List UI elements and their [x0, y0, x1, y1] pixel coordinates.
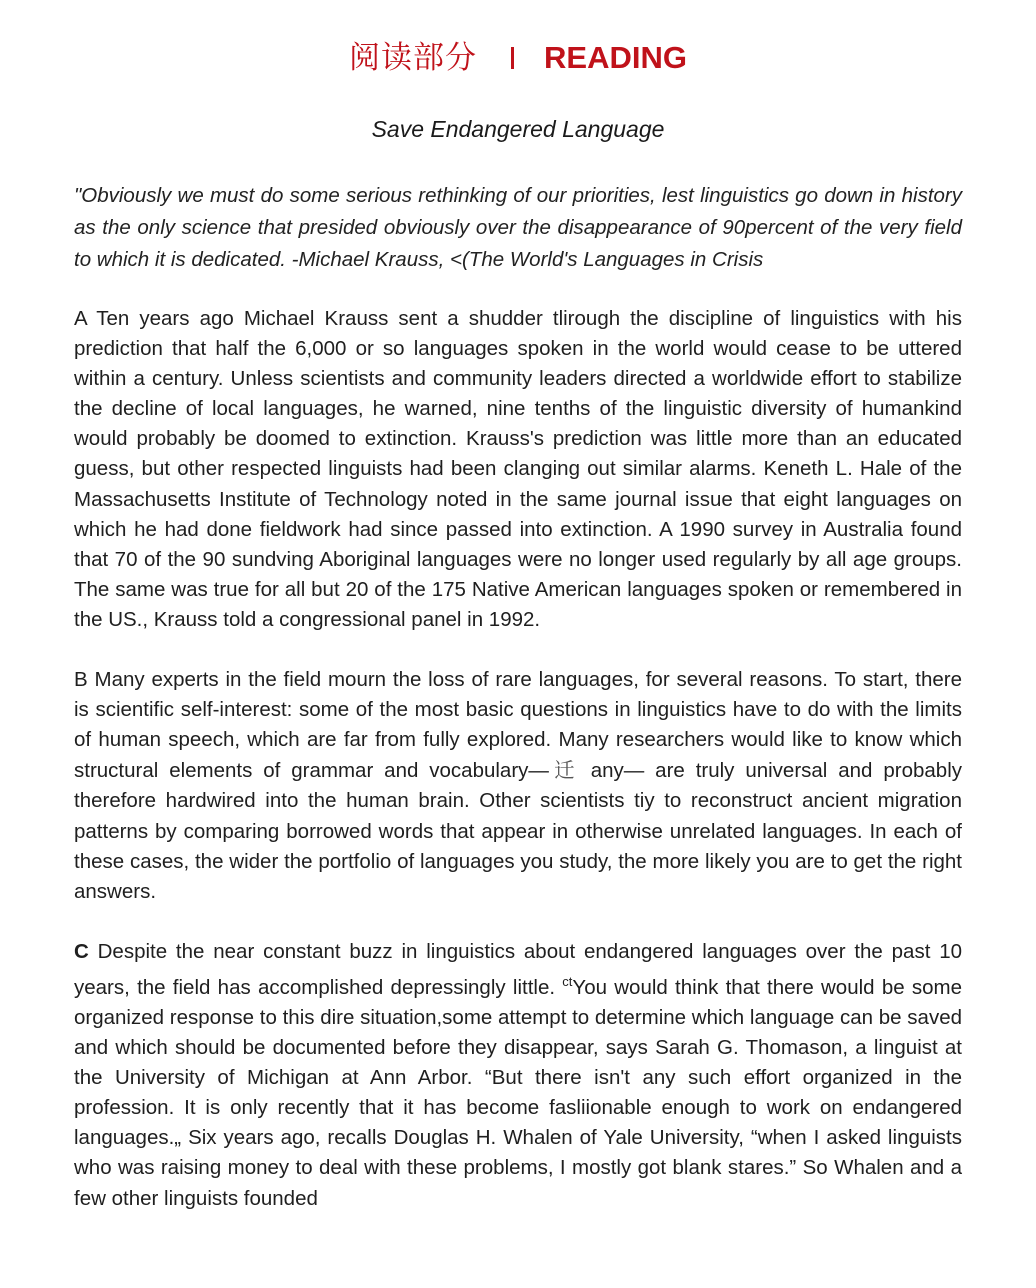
section-header: [0, 36, 1036, 80]
paragraph-a: [74, 304, 962, 635]
english-section-title: READING: [544, 40, 687, 75]
paragraph-c: [74, 937, 962, 1214]
paragraph-text: Ten years ago Michael Krauss sent a shudder tlirough the discipline of linguistics with his prediction that half the 6,000 or so languages spoken in the world would cease to be uttered within a century. Unless scientists and community leaders directed a worldwide effort to stabilize the decline of local languages, he warned, nine tenths of the linguistic diversity of humankind would probably be doomed to extinction. Krauss's prediction was little more than an educated guess, but other respected linguists had been clanging out similar alarms. Keneth L. Hale of the Massachusetts Institute of Technology noted in the same journal issue that eight languages on which he had done fieldwork had since passed into extinction. A 1990 survey in Australia found that 70 of the 90 sundving Aboriginal languages were no longer used regularly by all age groups. The same was true for all but 20 of the 175 Native American languages spoken or remembered in the US., Krauss told a congressional panel in 1992.: [74, 307, 962, 631]
superscript-artifact: ct: [562, 973, 573, 989]
epigraph-quote: "Obviously we must do some serious rethinking of our priorities, lest linguistics go down in history as the only science that presided obviously over the disappearance of 90percent of the very field to which it is dedicated. -Michael Krauss, <(The World's Languages in Crisis: [74, 184, 962, 271]
article-title: Save Endangered Language: [371, 116, 665, 142]
paragraph-text: Many experts in the field mourn the loss of rare languages, for several reasons. To start, there is scientific self-interest: some of the most basic questions in linguistics have to do with the limits of human speech, which are far from fully explored. Many researchers would like to know which structural elements of grammar and vocabulary—: [74, 668, 962, 783]
paragraph-text-continued: any— are truly universal and probably therefore hardwired into the human brain. Other scientists tiy to reconstruct ancient migration patterns by comparing borrowed words that appear in otherwise unrelated languages. In each of these cases, the wider the portfolio of languages you study, the more likely you are to get the right answers.: [74, 759, 962, 903]
paragraph-text-continued: You would think that there would be some organized response to this dire situation,some attempt to determine which language can be saved and which should be documented before they disappear, says Sarah G. Thomason, a linguist at the University of Michigan at Ann Arbor. “But there isn't any such effort organized in the profession. It is only recently that it has become fasliionable enough to work on endangered languages.„ Six years ago, recalls Douglas H. Whalen of Yale University, “when I asked linguists who was raising money to deal with these problems, I mostly got blank stares.” So Whalen and a few other linguists founded: [74, 975, 962, 1210]
title-separator: [511, 47, 514, 69]
paragraph-b: [74, 665, 962, 907]
ocr-artifact-glyph: 迁: [548, 758, 580, 783]
paragraph-label: A: [74, 307, 87, 330]
paragraph-label: C: [74, 939, 89, 963]
paragraph-label: B: [74, 668, 88, 692]
chinese-section-title: 阅读部分: [349, 40, 478, 76]
paragraph-text: Despite the near constant buzz in linguistics about endangered languages over the past 10 years, the field has accomplished depressingly little.: [74, 939, 962, 999]
article-body: [74, 180, 962, 1244]
